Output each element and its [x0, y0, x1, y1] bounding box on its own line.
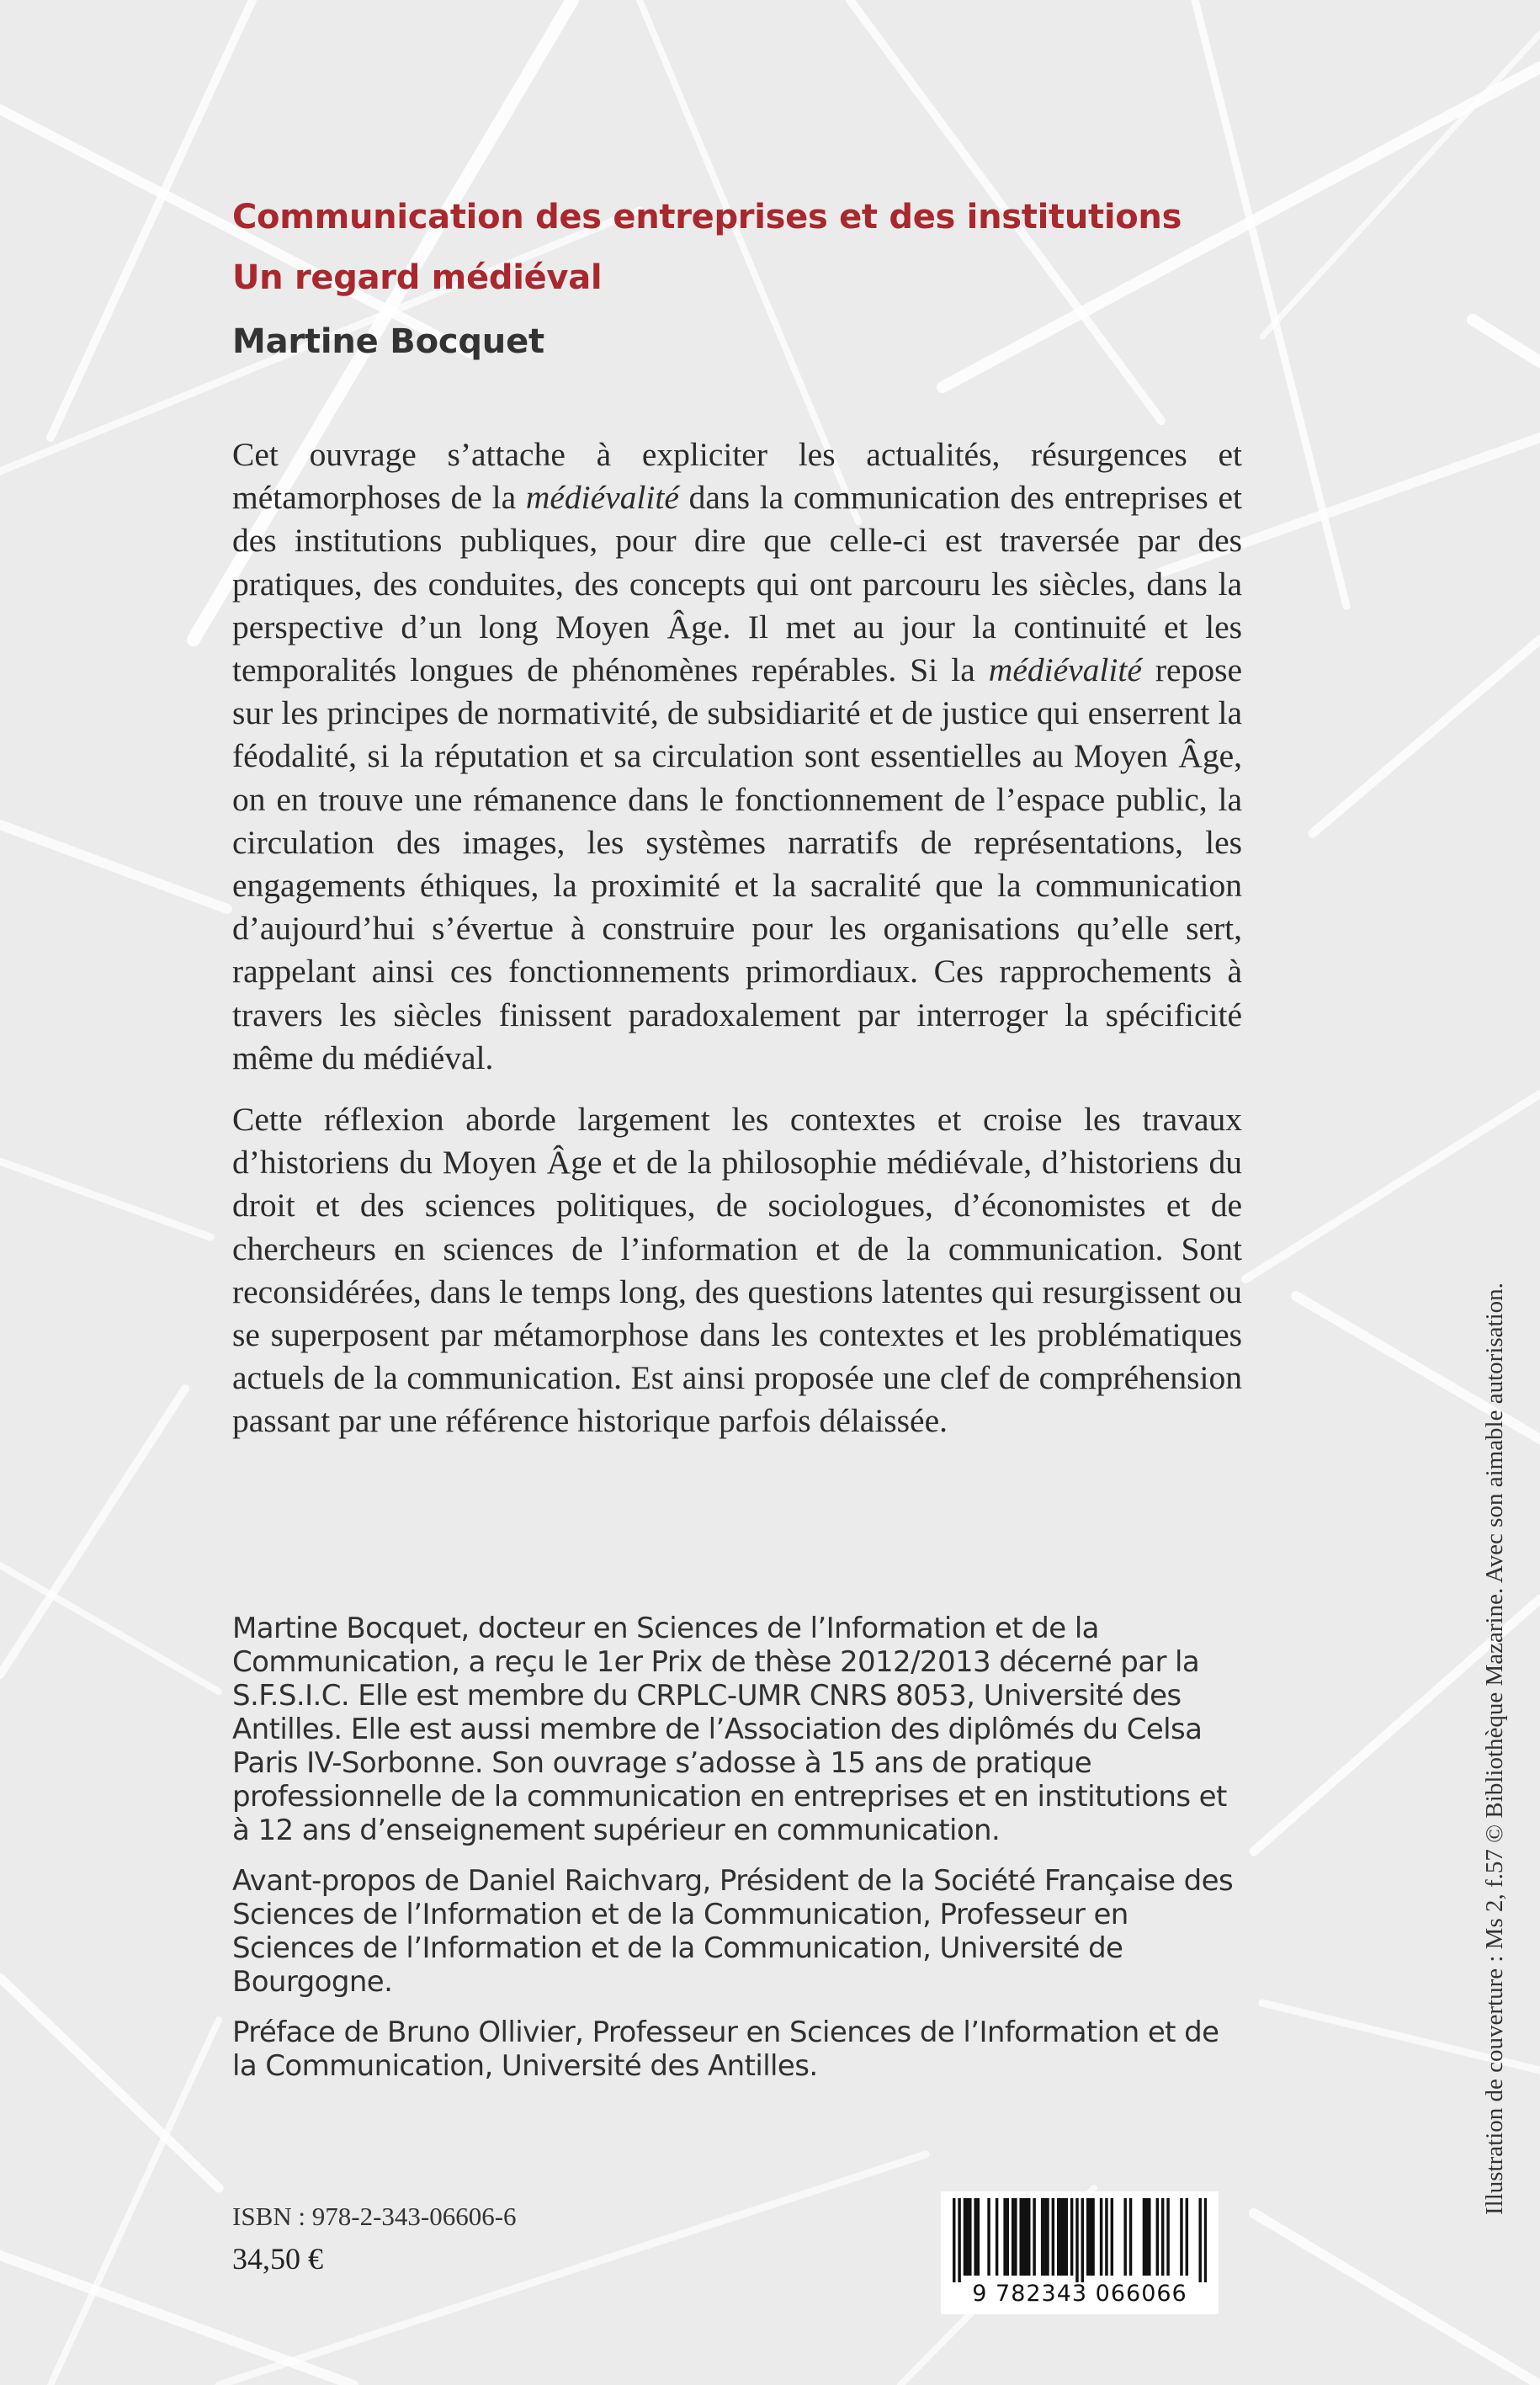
barcode-bar: [1156, 2198, 1159, 2276]
barcode-bar: [1006, 2198, 1009, 2276]
barcode-bar: [1070, 2198, 1073, 2276]
price: 34,50 €: [232, 2242, 323, 2276]
barcode-bar: [1057, 2198, 1059, 2276]
barcode-bar: [1166, 2198, 1169, 2276]
barcode-bar: [987, 2198, 990, 2276]
summary-paragraph-2: Cette réflexion aborde largement les contextes et croise les travaux d’historiens du Moyen Âge et de la philosophie médiévale, d’historiens du droit et des sciences politiques, de sociologues, d’économistes et de chercheurs en sciences de l’information et de la communication. Sont reconsidérées, dans le temps long, des questions latentes qui resurgissent ou se superposent par métamorphose dans les contextes et les problématiques actuels de la communication. Est ainsi proposée une clef de compréhension passant par une référence historique parfois délaissée.: [232, 1101, 1242, 1440]
barcode-bar: [969, 2198, 971, 2276]
barcode-bar: [1033, 2198, 1035, 2276]
barcode-bar: [958, 2198, 960, 2282]
barcode-bar: [1065, 2198, 1068, 2276]
barcode-bar: [1123, 2198, 1126, 2276]
barcode-bar: [1043, 2198, 1046, 2276]
barcode-bar: [1014, 2198, 1017, 2276]
barcode-bar: [1145, 2198, 1148, 2276]
barcode-digits: 9 782343 066066: [972, 2281, 1187, 2307]
barcode-bar: [1129, 2198, 1132, 2276]
isbn: ISBN : 978-2-343-06606-6: [232, 2202, 517, 2231]
barcode-bar: [1180, 2198, 1182, 2276]
barcode-bar: [996, 2198, 998, 2276]
author-bio: [232, 1612, 1242, 2100]
barcode-bar: [1086, 2198, 1089, 2276]
barcode-bar: [1059, 2198, 1062, 2276]
barcode-bars: [953, 2198, 1207, 2282]
barcode-bar: [1089, 2198, 1091, 2276]
barcode-bar: [977, 2198, 980, 2276]
barcode-bar: [1075, 2198, 1078, 2282]
barcode-bar: [1161, 2198, 1164, 2276]
barcode-bar: [1052, 2198, 1054, 2276]
barcode-bar: [1081, 2198, 1084, 2282]
cover-illustration-credit: Illustration de couverture : Ms 2, f.57 © Bibliothèque Mazarine. Avec son aimable autorisation.: [1481, 1283, 1508, 2215]
barcode-bar: [1022, 2198, 1025, 2276]
barcode-bar: [1143, 2198, 1145, 2276]
barcode-bar: [964, 2198, 966, 2276]
barcode-bar: [1046, 2198, 1049, 2276]
barcode-bar: [966, 2198, 969, 2276]
preface-note: Préface de Bruno Ollivier, Professeur en Sciences de l’Information et de la Communication, Université des Antilles.: [232, 2016, 1219, 2083]
barcode-bar: [1003, 2198, 1006, 2276]
barcode-bar: [1041, 2198, 1043, 2276]
barcode-bar: [1204, 2198, 1207, 2282]
barcode-bar: [1012, 2198, 1014, 2276]
barcode-bar: [1091, 2198, 1094, 2276]
book-subtitle: Un regard médiéval: [232, 258, 603, 297]
barcode-bar: [1148, 2198, 1150, 2276]
barcode-bar: [1025, 2198, 1028, 2276]
barcode-bar: [1028, 2198, 1030, 2276]
barcode: [941, 2191, 1219, 2314]
barcode-bar: [1019, 2198, 1022, 2276]
barcode-bar: [1105, 2198, 1107, 2276]
barcode-bar: [1062, 2198, 1065, 2276]
book-title: Communication des entreprises et des institutions: [232, 198, 1182, 236]
summary-paragraph-1: Cet ouvrage s’attache à expliciter les actualités, résurgences et métamorphoses de la médiévalité dans la communication des entreprises et des institutions publiques, pour dire que celle-ci est traversée par des pratiques, des conduites, des concepts qui ont parcouru les siècles, dans la perspective d’un long Moyen Âge. Il met au jour la continuité et les temporalités longues de phénomènes repérables. Si la médiévalité repose sur les principes de normativité, de subsidiarité et de justice qui enserrent la féodalité, si la réputation et sa circulation sont essentielles au Moyen Âge, on en trouve une rémanence dans le fonctionnement de l’espace public, la circulation des images, les systèmes narratifs de représentations, les engagements éthiques, la proximité et la sacralité que la communication d’aujourd’hui s’évertue à construire pour les organisations qu’elle sert, rappelant ainsi ces fonctionnements primordiaux. Ces rapprochements à travers les siècles finissent paradoxalement par interroger la spécificité même du médiéval.: [232, 436, 1242, 1076]
barcode-bar: [1198, 2198, 1201, 2282]
barcode-bar: [1100, 2198, 1102, 2276]
barcode-bar: [953, 2198, 955, 2282]
author-name: Martine Bocquet: [232, 322, 544, 361]
bio-paragraph-1: Martine Bocquet, docteur en Sciences de l’Information et de la Communication, a reçu le 1er Prix de thèse 2012/2013 décerné par la S.F.S.I.C. Elle est membre du CRPLC-UMR CNRS 8053, Université des Antilles. Elle est aussi membre de l’Association des diplômés du Celsa Paris IV-Sorbonne. Son ouvrage s’adosse à 15 ans de pratique professionnelle de la communication en entreprises et en institutions et à 12 ans d’enseignement supérieur en communication.: [232, 1612, 1227, 1847]
barcode-bar: [974, 2198, 976, 2276]
barcode-bar: [1111, 2198, 1113, 2276]
foreword-note: Avant-propos de Daniel Raichvarg, Président de la Société Française des Sciences de l’Information et de la Communication, Professeur en Sciences de l’Information et de la Communication, Université de Bourgogne.: [232, 1864, 1234, 1999]
barcode-bar: [1186, 2198, 1188, 2276]
summary-text: [232, 433, 1242, 1462]
header: [232, 187, 1242, 375]
